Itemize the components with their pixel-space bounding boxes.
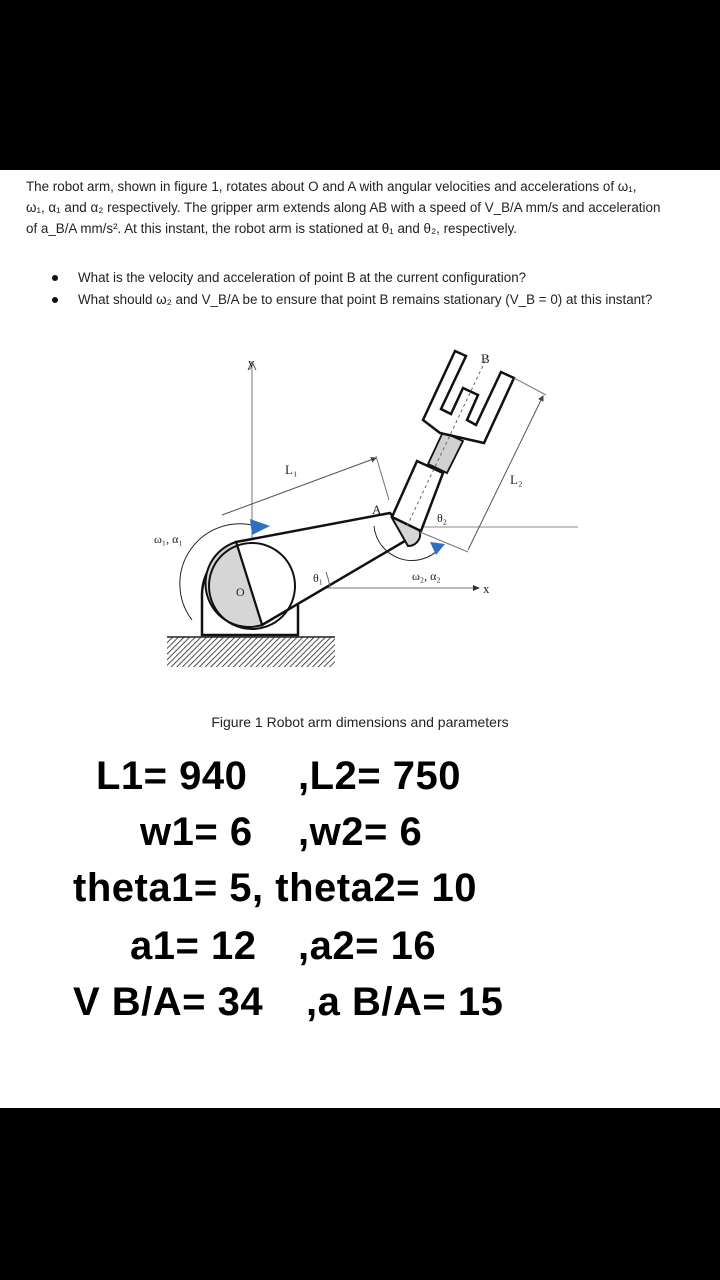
label-omega1-alpha1: ω₁, α₁ <box>154 532 183 546</box>
param-a2: ,a2= 16 <box>298 924 437 968</box>
param-l2: ,L2= 750 <box>298 754 462 798</box>
l1-extension-line <box>376 456 389 500</box>
label-l2: L₂ <box>510 472 523 487</box>
label-x: x <box>483 581 490 596</box>
label-o: O <box>236 585 245 599</box>
link-2 <box>392 461 443 531</box>
problem-line-1: The robot arm, shown in figure 1, rotates about O and A with angular velocities and accelerations of ω₁, <box>26 179 637 194</box>
param-a1: a1= 12 <box>130 924 257 968</box>
ground-hatch <box>167 637 335 667</box>
l2-extension-line-lower <box>420 532 468 552</box>
gripper <box>423 351 514 443</box>
label-a: A <box>372 502 382 517</box>
label-l1: L₁ <box>285 462 298 477</box>
problem-line-2: ω₁, α₁ and α₂ respectively. The gripper arm extends along AB with a speed of V_B/A mm/s and acceleration <box>26 200 661 215</box>
l2-extension-line <box>514 378 546 395</box>
problem-page <box>0 170 720 1108</box>
l1-dimension-line <box>222 458 376 515</box>
problem-line-3: of a_B/A mm/s². At this instant, the robot arm is stationed at θ₁ and θ₂, respectively. <box>26 221 518 236</box>
robot-arm-figure <box>0 340 720 710</box>
label-theta2: θ₂ <box>437 511 447 525</box>
label-omega2-alpha2: ω₂, α₂ <box>412 569 441 583</box>
param-aba: ,a B/A= 15 <box>306 980 504 1024</box>
question-list <box>52 267 652 311</box>
label-theta1: θ₁ <box>313 571 323 585</box>
param-theta: theta1= 5, theta2= 10 <box>73 866 478 910</box>
problem-statement <box>26 176 706 239</box>
question-1: What is the velocity and acceleration of point B at the current configuration? <box>52 267 652 289</box>
label-b: B <box>481 351 490 366</box>
omega2-arrow <box>430 542 445 555</box>
label-y: y <box>248 355 255 370</box>
param-vba: V B/A= 34 <box>73 980 264 1024</box>
question-2: What should ω₂ and V_B/A be to ensure that point B remains stationary (V_B = 0) at this instant? <box>52 289 652 311</box>
x-axis-arrow <box>473 585 480 591</box>
param-w2: ,w2= 6 <box>298 810 423 854</box>
figure-caption: Figure 1 Robot arm dimensions and parameters <box>211 714 509 730</box>
param-w1: w1= 6 <box>140 810 253 854</box>
param-l1: L1= 940 <box>96 754 248 798</box>
omega1-arrow <box>250 519 270 535</box>
